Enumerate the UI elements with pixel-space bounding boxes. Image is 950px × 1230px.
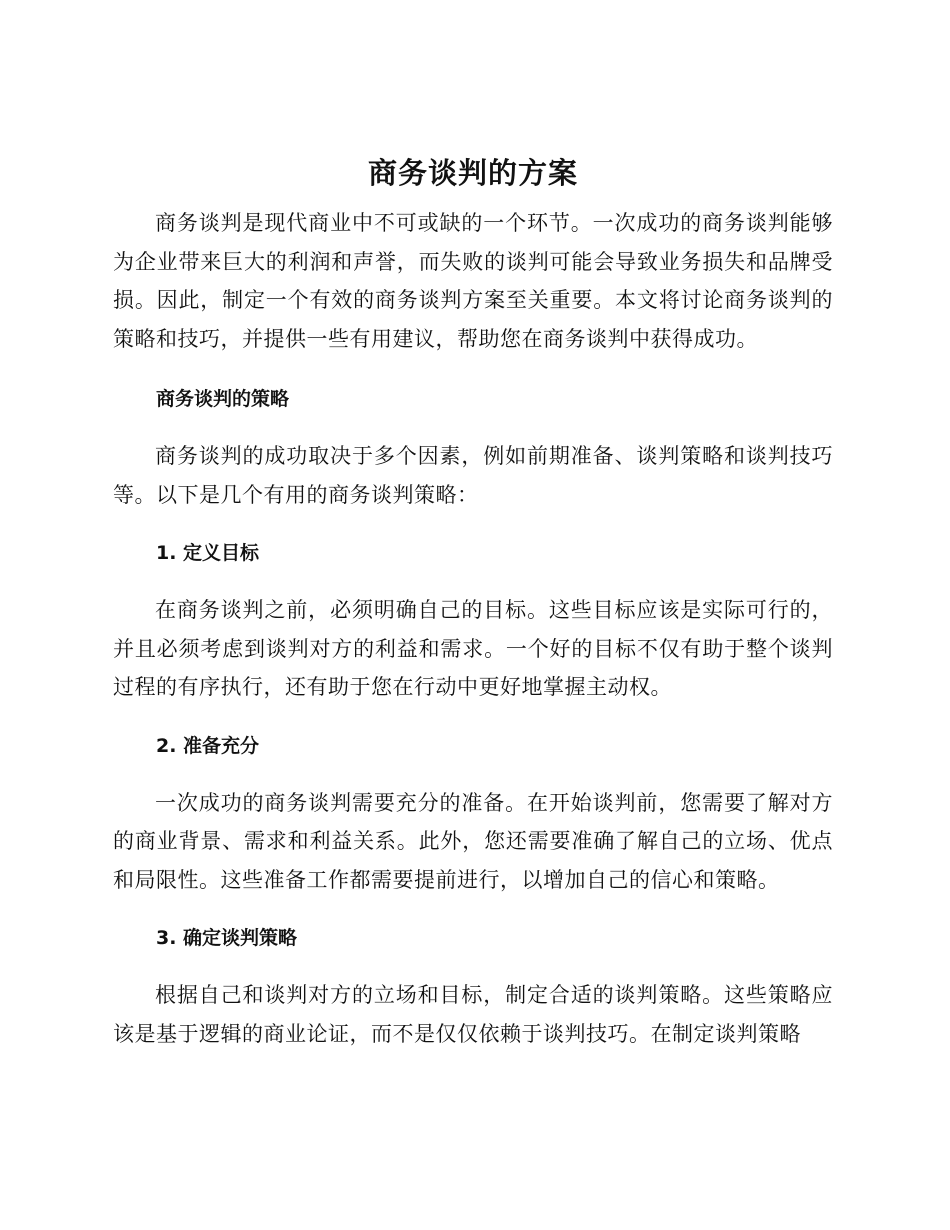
- section-intro-paragraph: 商务谈判的成功取决于多个因素，例如前期准备、谈判策略和谈判技巧等。以下是几个有用的商务谈判策略：: [113, 444, 833, 507]
- item-body-preparation: 一次成功的商务谈判需要充分的准备。在开始谈判前，您需要了解对方的商业背景、需求和利益关系。此外，您还需要准确了解自己的立场、优点和局限性。这些准备工作都需要提前进行，以增加自己的信心和策略。: [113, 790, 833, 892]
- section-heading: 商务谈判的策略: [156, 388, 290, 410]
- item-heading-strategy: 3. 确定谈判策略: [156, 927, 298, 949]
- document-title: 商务谈判的方案: [367, 156, 578, 190]
- item-body-strategy: 根据自己和谈判对方的立场和目标，制定合适的谈判策略。这些策略应该是基于逻辑的商业论证，而不是仅仅依赖于谈判技巧。在制定谈判策略: [113, 983, 833, 1046]
- intro-paragraph: 商务谈判是现代商业中不可或缺的一个环节。一次成功的商务谈判能够为企业带来巨大的利润和声誉，而失败的谈判可能会导致业务损失和品牌受损。因此，制定一个有效的商务谈判方案至关重要。本文将讨论商务谈判的策略和技巧，并提供一些有用建议，帮助您在商务谈判中获得成功。: [113, 211, 833, 351]
- item-body-define-goals: 在商务谈判之前，必须明确自己的目标。这些目标应该是实际可行的，并且必须考虑到谈判对方的利益和需求。一个好的目标不仅有助于整个谈判过程的有序执行，还有助于您在行动中更好地掌握主动权。: [113, 598, 833, 699]
- document-page: [113, 150, 833, 1053]
- item-heading-preparation: 2. 准备充分: [156, 734, 260, 757]
- item-heading-define-goals: 1. 定义目标: [156, 542, 260, 564]
